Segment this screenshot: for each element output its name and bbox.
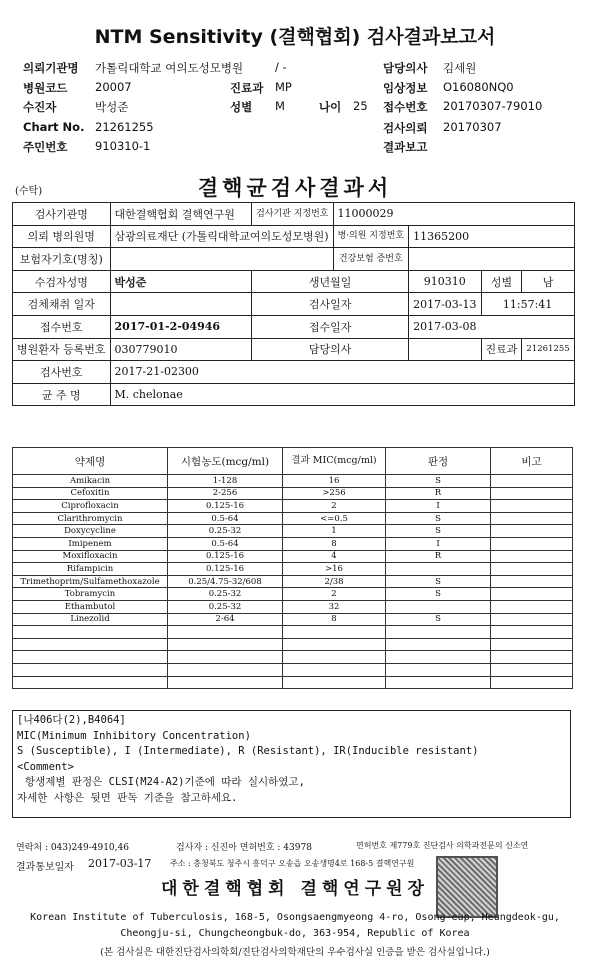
cell-value: 2017-01-2-04946	[110, 315, 252, 338]
table-cell	[168, 626, 283, 639]
table-cell: 16	[283, 475, 386, 488]
table-cell	[283, 676, 386, 689]
remark-line: 자세한 사항은 뒷면 판독 기준을 참고하세요.	[17, 791, 238, 804]
table-cell: 2	[283, 588, 386, 601]
table-cell: Rifampicin	[13, 563, 168, 576]
table-cell	[491, 563, 573, 576]
table-cell	[283, 626, 386, 639]
table-row	[13, 676, 573, 689]
cell-label: 검사번호	[13, 361, 111, 384]
table-cell	[491, 500, 573, 513]
cell-value: 2017-03-08	[409, 315, 575, 338]
table-cell	[491, 651, 573, 664]
table-row	[13, 651, 573, 664]
cell-value	[110, 248, 333, 271]
cell-label: 의뢰 병의원명	[13, 225, 111, 248]
meta-value: 910310-1	[95, 139, 151, 153]
table-cell	[491, 663, 573, 676]
table-row	[13, 525, 573, 538]
table-cell: Linezolid	[13, 613, 168, 626]
cell-value: 삼광의료재단 (가톨릭대학교여의도성모병원)	[110, 225, 333, 248]
meta-value: 20170307	[443, 120, 502, 134]
report-date: 2017-03-17	[88, 857, 152, 870]
cell-label: 병원환자 등록번호	[13, 338, 111, 361]
table-cell: 2-256	[168, 487, 283, 500]
table-cell: 4	[283, 550, 386, 563]
meta-label: 주민번호	[23, 140, 68, 154]
meta-label: 검사의뢰	[383, 121, 428, 135]
table-cell	[386, 626, 491, 639]
table-cell	[168, 638, 283, 651]
table-cell	[386, 563, 491, 576]
meta-value: M	[275, 99, 285, 113]
table-cell	[386, 663, 491, 676]
table-row	[13, 613, 573, 626]
table-cell: Amikacin	[13, 475, 168, 488]
table-cell: S	[386, 475, 491, 488]
remark-line: 항생제별 판정은 CLSI(M24-A2)기준에 따라 실시하였고,	[25, 776, 305, 788]
table-cell: S	[386, 575, 491, 588]
table-cell: 0.125-16	[168, 550, 283, 563]
cell-value: 2017-21-02300	[110, 361, 574, 384]
table-cell	[491, 575, 573, 588]
table-cell	[491, 588, 573, 601]
remarks-box	[12, 710, 571, 818]
cell-value: 대한결핵협회 결핵연구원	[110, 203, 252, 226]
table-row	[13, 487, 573, 500]
page-title: NTM Sensitivity (결핵협회) 검사결과보고서	[94, 26, 496, 48]
consignment-label: (수탁)	[15, 186, 43, 197]
table-cell	[491, 487, 573, 500]
report-title: 결핵균검사결과서	[197, 175, 393, 200]
organism-value: M. chelonae	[110, 383, 574, 406]
table-cell: Imipenem	[13, 537, 168, 550]
contact: 연락처 : 043)249-4910,46	[16, 843, 129, 853]
table-cell: Clarithromycin	[13, 512, 168, 525]
table-cell: 32	[283, 600, 386, 613]
table-cell	[13, 651, 168, 664]
meta-label: Chart No.	[23, 120, 85, 134]
cell-value: 030779010	[110, 338, 252, 361]
cell-label: 검사일자	[252, 293, 409, 316]
cell-label: 생년월일	[252, 270, 409, 293]
cell-label: 담당의사	[252, 338, 409, 361]
table-cell: Moxifloxacin	[13, 550, 168, 563]
remark-line: MIC(Minimum Inhibitory Concentration)	[17, 729, 251, 742]
table-cell: Tobramycin	[13, 588, 168, 601]
examiner: 검사자 : 신진아 면허번호 : 43978	[176, 843, 312, 853]
meta-value: 25	[353, 99, 368, 113]
remark-line: [나406다(2),B4064]	[17, 714, 126, 726]
table-cell	[283, 638, 386, 651]
table-cell: Ethambutol	[13, 600, 168, 613]
cell-label: 수검자성명	[13, 270, 111, 293]
table-cell	[386, 638, 491, 651]
table-cell: 0.25/4.75-32/608	[168, 575, 283, 588]
table-cell	[283, 651, 386, 664]
table-cell: <=0.5	[283, 512, 386, 525]
table-cell: 0.125-16	[168, 563, 283, 576]
remark-line: <Comment>	[17, 760, 74, 773]
col-header: 약제명	[13, 448, 168, 475]
cell-value: 11365200	[409, 225, 575, 248]
table-cell: Trimethoprim/Sulfamethoxazole	[13, 575, 168, 588]
table-cell	[13, 663, 168, 676]
table-cell: 0.5-64	[168, 512, 283, 525]
table-cell: R	[386, 487, 491, 500]
meta-value: MP	[275, 80, 292, 94]
table-cell: 2	[283, 500, 386, 513]
table-row	[13, 575, 573, 588]
cell-label: 접수일자	[252, 315, 409, 338]
table-cell	[491, 600, 573, 613]
table-row	[13, 550, 573, 563]
col-header: 시험농도(mcg/ml)	[168, 448, 283, 475]
cell-label: 검사기관명	[13, 203, 111, 226]
remark-line: S (Susceptible), I (Intermediate), R (Resistant), IR(Inducible resistant)	[17, 745, 479, 757]
table-cell	[491, 475, 573, 488]
col-header: 비고	[491, 448, 573, 475]
meta-label: 결과보고	[383, 140, 428, 154]
table-cell	[386, 651, 491, 664]
cell-value: 2017-03-13	[409, 293, 481, 316]
table-cell	[491, 676, 573, 689]
meta-value: 20007	[95, 80, 132, 94]
meta-label: 담당의사	[383, 61, 428, 75]
table-cell: Cefoxitin	[13, 487, 168, 500]
certification-note: (본 검사실은 대한진단검사의학회/진단검사의학재단의 우수검사실 인증을 받은 검사실입니다.)	[100, 947, 490, 958]
table-cell: 0.125-16	[168, 500, 283, 513]
meta-label: 접수번호	[383, 100, 428, 114]
meta-label: 병원코드	[23, 81, 68, 95]
table-cell: 8	[283, 537, 386, 550]
table-cell: Doxycycline	[13, 525, 168, 538]
table-cell: I	[386, 537, 491, 550]
cell-label: 진료과	[481, 338, 522, 361]
table-cell	[491, 550, 573, 563]
meta-label: 임상정보	[383, 81, 428, 95]
table-cell: S	[386, 512, 491, 525]
license: 면허번호 제779호 진단검사 의학과전문의 신소연	[356, 841, 529, 850]
table-cell: S	[386, 613, 491, 626]
meta-label: 의뢰기관명	[23, 61, 79, 75]
cell-value: 박성준	[110, 270, 252, 293]
table-cell	[386, 600, 491, 613]
table-cell	[168, 663, 283, 676]
report-date-label: 결과통보일자	[16, 862, 74, 873]
table-row	[13, 588, 573, 601]
cell-label: 병·의원 지정번호	[333, 225, 409, 248]
table-cell: 2-64	[168, 613, 283, 626]
table-cell	[491, 512, 573, 525]
table-row	[13, 537, 573, 550]
table-cell: 8	[283, 613, 386, 626]
cell-value: 남	[522, 270, 574, 293]
table-cell: S	[386, 588, 491, 601]
meta-label: 수진자	[23, 100, 57, 114]
table-row	[13, 563, 573, 576]
table-cell	[491, 613, 573, 626]
table-cell: R	[386, 550, 491, 563]
meta-value: 21261255	[95, 120, 154, 134]
table-cell: 0.25-32	[168, 588, 283, 601]
drug-table	[12, 447, 573, 689]
table-cell	[13, 676, 168, 689]
table-cell: S	[386, 525, 491, 538]
cell-value	[110, 293, 252, 316]
table-cell: 0.5-64	[168, 537, 283, 550]
table-cell	[386, 676, 491, 689]
meta-value: / -	[275, 60, 287, 74]
table-cell	[283, 663, 386, 676]
table-cell: 0.25-32	[168, 600, 283, 613]
table-row	[13, 500, 573, 513]
table-row	[13, 638, 573, 651]
meta-value: 김세원	[443, 61, 477, 75]
cell-label: 검사기관 지정번호	[252, 203, 333, 226]
cell-value: 910310	[409, 270, 481, 293]
address-en-1: Korean Institute of Tuberculosis, 168-5, Osongsaengmyeong 4-ro, Osong-eup, Heungdeok-gu,	[30, 912, 560, 923]
cell-value: 11000029	[333, 203, 574, 226]
table-row	[13, 475, 573, 488]
table-cell: 1	[283, 525, 386, 538]
table-cell: Ciprofloxacin	[13, 500, 168, 513]
table-cell: >256	[283, 487, 386, 500]
meta-value: O16080NQ0	[443, 80, 514, 94]
col-header: 판정	[386, 448, 491, 475]
table-cell: 0.25-32	[168, 525, 283, 538]
cell-label: 건강보험 증번호	[333, 248, 409, 271]
cell-label: 검체채취 일자	[13, 293, 111, 316]
table-cell	[13, 638, 168, 651]
table-cell	[491, 626, 573, 639]
col-header: 결과 MIC(mcg/ml)	[283, 448, 386, 475]
table-cell: >16	[283, 563, 386, 576]
institute-name: 대한결핵협회 결핵연구원장	[161, 879, 429, 899]
meta-label: 나이	[319, 100, 342, 114]
table-cell	[168, 676, 283, 689]
table-cell	[491, 525, 573, 538]
cell-value: 21261255	[522, 338, 574, 361]
table-cell	[491, 537, 573, 550]
table-row	[13, 663, 573, 676]
table-cell	[168, 651, 283, 664]
table-row	[13, 512, 573, 525]
meta-label: 성별	[230, 100, 253, 114]
table-cell	[491, 638, 573, 651]
meta-value: 20170307-79010	[443, 99, 543, 113]
cell-label: 보험자기호(명칭)	[13, 248, 111, 271]
info-table	[12, 202, 575, 406]
address-kr: 주소 : 충청북도 청주시 흥덕구 오송읍 오송생명4로 168-5 결핵연구원	[170, 859, 415, 868]
table-cell: I	[386, 500, 491, 513]
table-cell: 2/38	[283, 575, 386, 588]
table-row	[13, 600, 573, 613]
cell-label: 성별	[481, 270, 522, 293]
cell-value	[409, 248, 575, 271]
cell-label: 접수번호	[13, 315, 111, 338]
meta-value: 박성준	[95, 100, 129, 114]
address-en-2: Cheongju-si, Chungcheongbuk-do, 363-954, Republic of Korea	[120, 928, 470, 939]
table-cell: 1-128	[168, 475, 283, 488]
cell-label: 균 주 명	[13, 383, 111, 406]
cell-value	[409, 338, 481, 361]
table-cell	[13, 626, 168, 639]
meta-label: 진료과	[230, 81, 264, 95]
table-row	[13, 626, 573, 639]
cell-value: 11:57:41	[481, 293, 574, 316]
meta-value: 가톨릭대학교 여의도성모병원	[95, 61, 244, 75]
